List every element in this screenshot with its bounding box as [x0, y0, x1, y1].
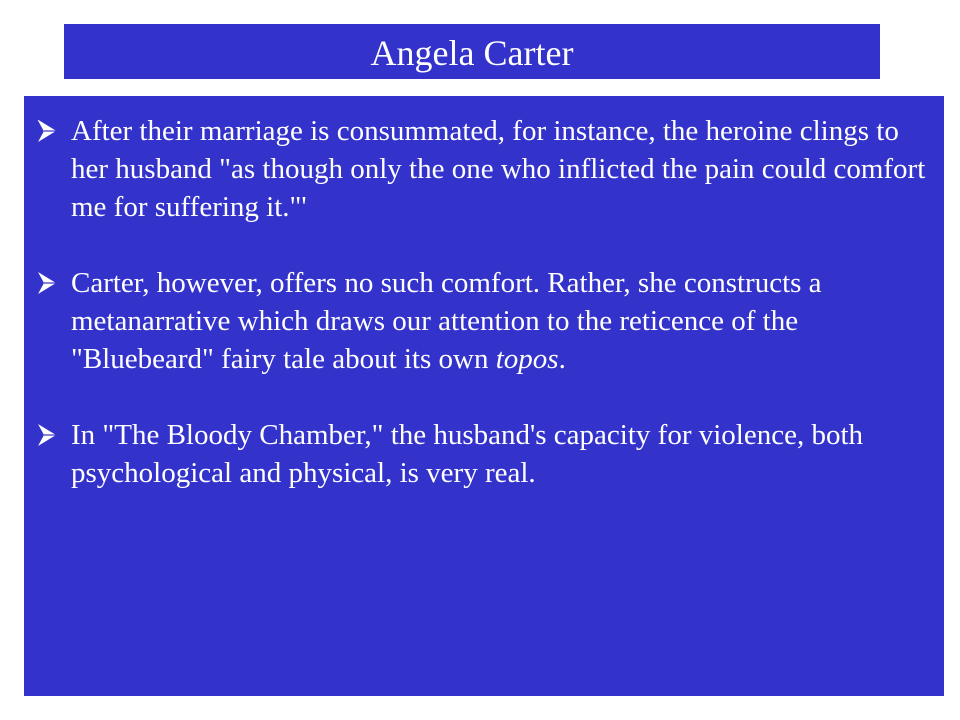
- arrowhead-bullet-icon: [36, 416, 62, 454]
- bullet-text-topos: topos: [495, 343, 559, 375]
- bullet-text-carter-end: .: [558, 343, 566, 375]
- arrowhead-bullet-icon: [36, 112, 62, 150]
- bullet-text-marriage: After their marriage is consummated, for instance, the heroine clings to her husband "as though only the one who inflicted the pain could comfort me for suffering it."': [71, 115, 926, 223]
- title-bar: [64, 24, 880, 79]
- arrowhead-bullet-icon: [36, 264, 62, 302]
- bullet-item-marriage: [24, 112, 944, 226]
- bullet-item-bloody-chamber: [24, 416, 944, 492]
- bullet-list: [24, 112, 944, 530]
- slide-title: Angela Carter: [370, 32, 574, 73]
- bullet-item-carter: [24, 264, 944, 378]
- bullet-text-carter: Carter, however, offers no such comfort. Rather, she constructs a metanarrative which draws our attention to the reticence of the "Bluebeard" fairy tale about its own: [71, 267, 822, 375]
- bullet-text-bloody-chamber: In "The Bloody Chamber," the husband's capacity for violence, both psychological and physical, is very real.: [71, 419, 864, 489]
- content-panel: [24, 96, 944, 696]
